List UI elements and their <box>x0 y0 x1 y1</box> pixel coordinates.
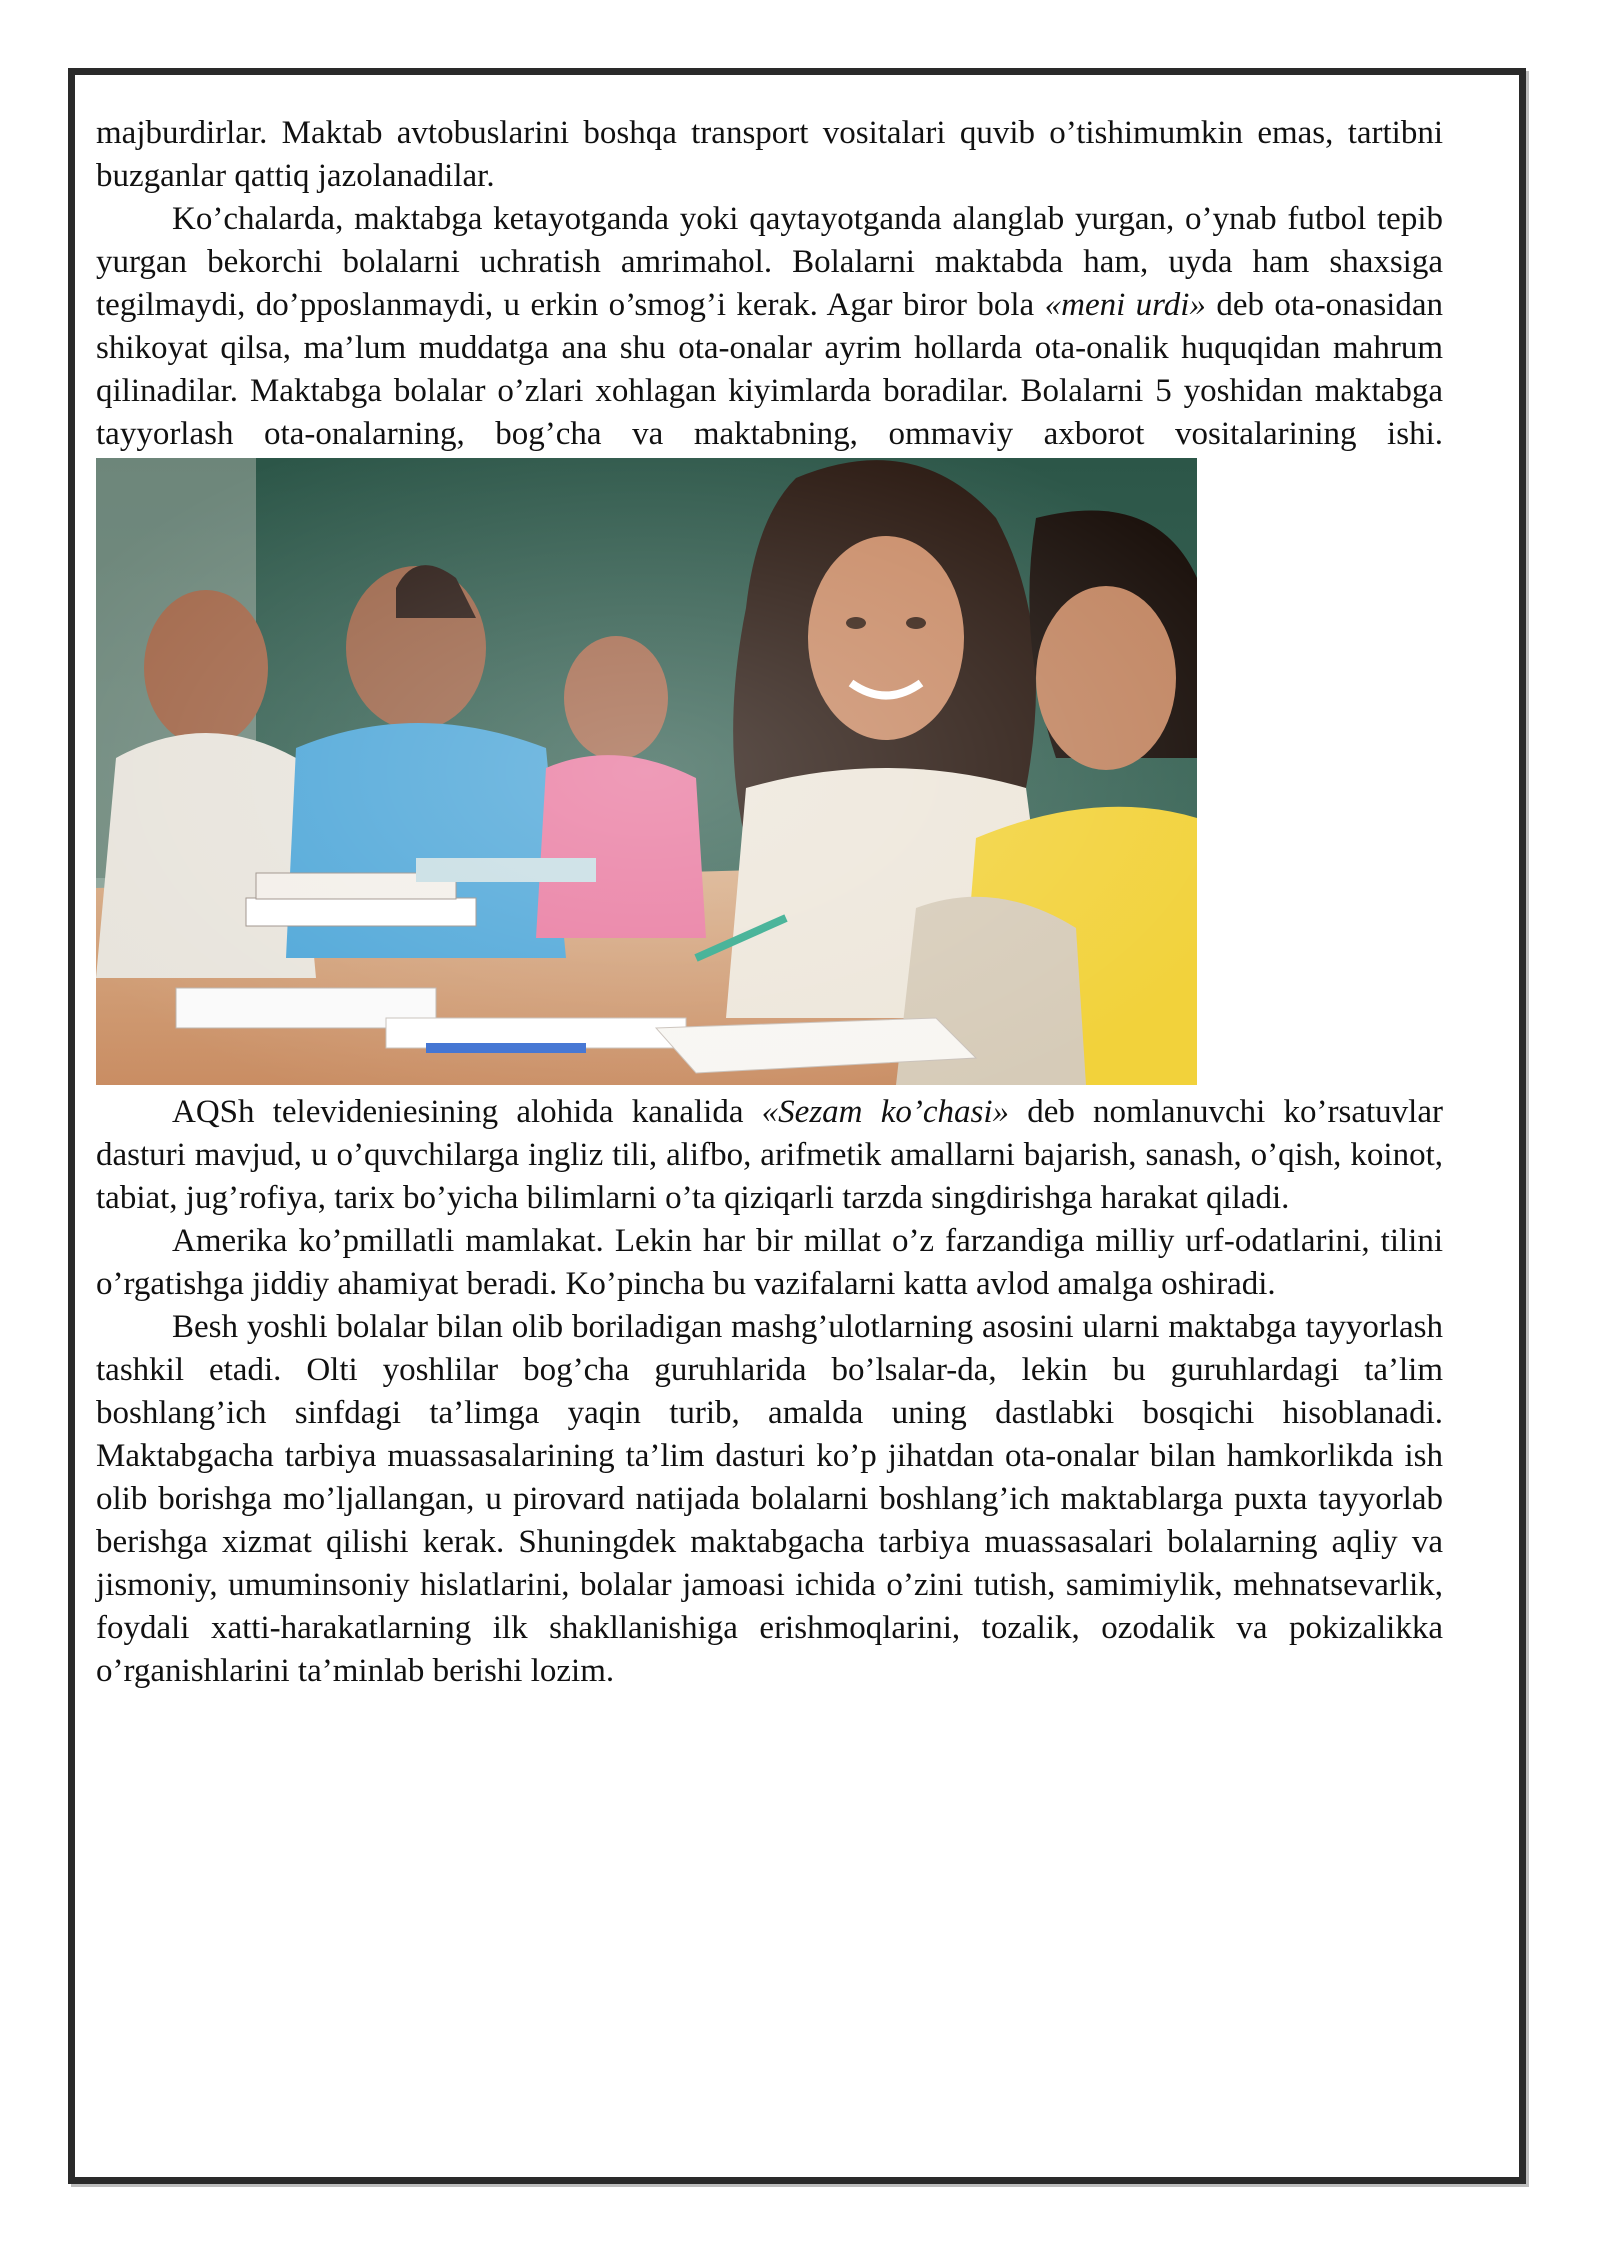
paragraph-2-text-a: Ko’chalarda, maktabga ketayotganda yoki qaytayotganda alanglab yurgan, o’ynab futbol tepib yurgan bekorchi bolalarni uchratish amrimahol. Bolalarni maktabda ham, uyda ham shaxsiga tegilmaydi, do’pposlanmaydi, u erkin o’smog’i kerak. Agar biror bola <box>96 201 1443 323</box>
document-body <box>96 112 1443 1693</box>
photo-illustration <box>96 458 1197 1085</box>
paragraph-2 <box>96 198 1443 456</box>
paragraph-4: Amerika ko’pmillatli mamlakat. Lekin har bir millat o’z farzandiga milliy urf-odatlarini, tilini o’rgatishga jiddiy ahamiyat beradi. Ko’pincha bu vazifalarni katta avlod amalga oshiradi. <box>96 1223 1443 1302</box>
paragraph-2-text-b: deb ota-onasidan shikoyat qilsa, ma’lum muddatga ana shu ota-onalar ayrim hollarda ota-onalik huquqidan mahrum qilinadilar. Maktabga bolalar o’zlari xohlagan kiyimlarda boradilar. Bolalarni 5 yoshidan maktabga tayyorlash ota-onalarning, bog’cha va maktabning, ommaviy axborot vositalarining ishi. <box>96 287 1443 452</box>
paragraph-3-quote: «Sezam ko’chasi» <box>761 1094 1009 1130</box>
paragraph-3 <box>96 1091 1443 1220</box>
paragraph-1: majburdirlar. Maktab avtobuslarini boshqa transport vositalari quvib o’tishimumkin emas, tartibni buzganlar qattiq jazolanadilar. <box>96 115 1443 194</box>
paragraph-3-text-b: deb nomlanuvchi ko’rsatuvlar dasturi mavjud, u o’quvchilarga ingliz tili, alifbo, arifmetik amallarni bajarish, sanash, o’qish, koinot, tabiat, jug’rofiya, tarix bo’yicha bilimlarni o’ta qiziqarli tarzda singdirishga harakat qiladi. <box>96 1094 1443 1216</box>
paragraph-5: Besh yoshli bolalar bilan olib boriladigan mashg’ulotlarning asosini ularni maktabga tayyorlash tashkil etadi. Olti yoshlilar bog’cha guruhlarida bo’lsalar-da, lekin bu guruhlardagi ta’lim boshlang’ich sinfdagi ta’limga yaqin turib, amalda uning dastlabki bosqichi hisoblanadi. Maktabgacha tarbiya muassasalarining ta’lim dasturi ko’p jihatdan ota-onalar bilan hamkorlikda ish olib borishga mo’ljallangan, u pirovard natijada bolalarni boshlang’ich maktablarga puxta tayyorlab berishga xizmat qilishi kerak. Shuningdek maktabgacha tarbiya muassasalari bolalarning aqliy va jismoniy, umuminsoniy hislatlarini, bolalar jamoasi ichida o’zini tutish, samimiylik, mehnatsevarlik, foydali xatti-harakatlarning ilk shakllanishiga erishmoqlarini, tozalik, ozodalik va pokizalikka o’rganishlarini ta’minlab berishi lozim. <box>96 1309 1443 1689</box>
paragraph-3-text-a: AQSh televideniesining alohida kanalida <box>172 1094 762 1130</box>
students-studying-photo <box>96 458 1197 1085</box>
paragraph-2-quote: «meni urdi» <box>1044 287 1206 323</box>
